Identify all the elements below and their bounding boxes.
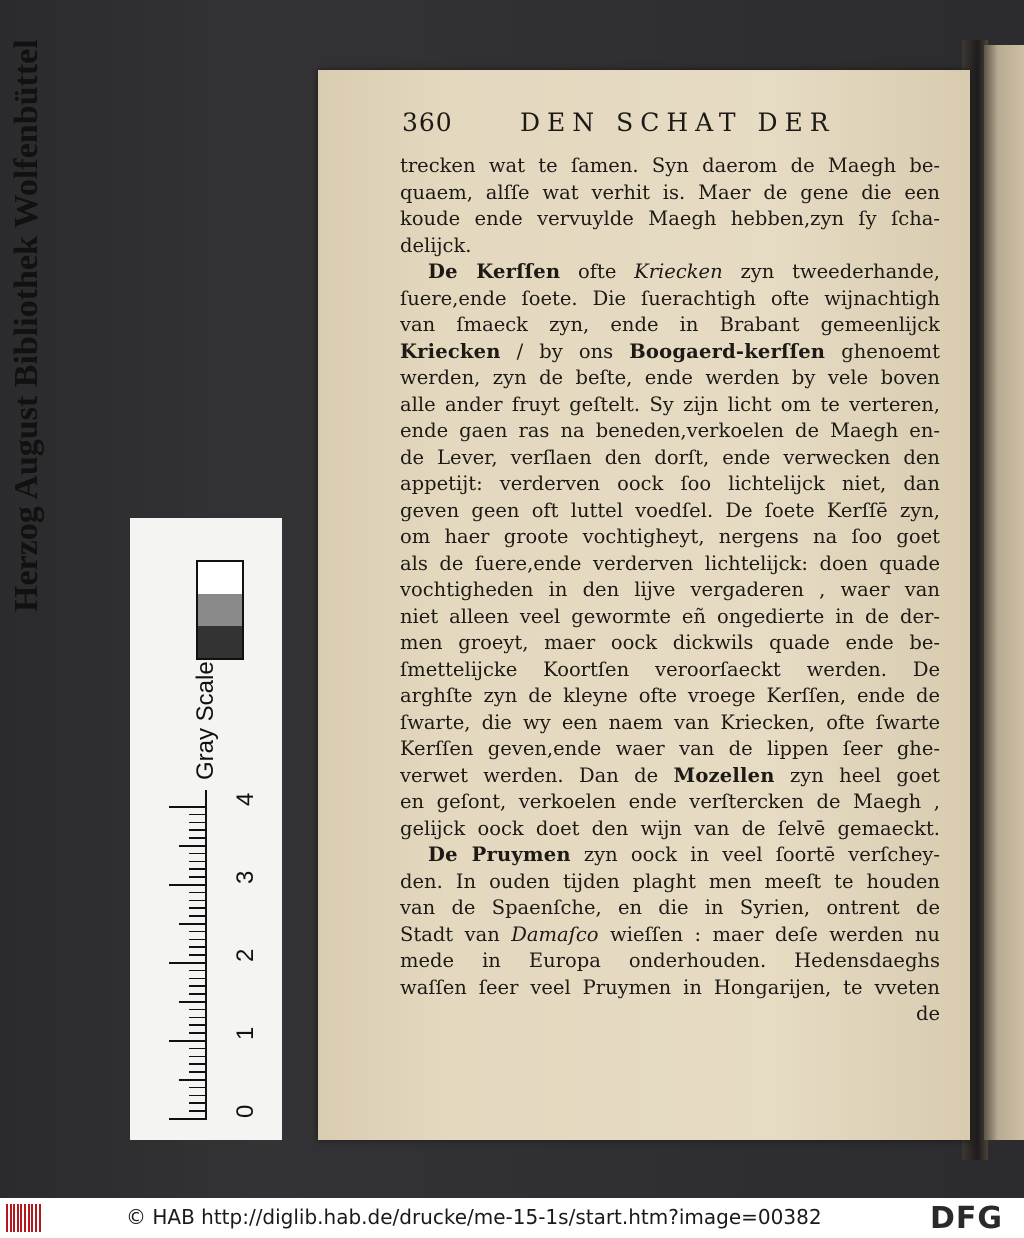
ruler-tick (189, 876, 205, 878)
text-line: ſwarte, die wy een naem van Kriecken, ofte ſwarte (400, 710, 940, 734)
ruler-tick (189, 1110, 205, 1112)
ruler-number: 2 (232, 948, 259, 962)
ruler-number: 0 (232, 1104, 259, 1118)
blackletter-term: Kriecken (400, 339, 501, 363)
ruler-tick (189, 1024, 205, 1026)
logo-bar (13, 1204, 15, 1232)
logo-bar (24, 1204, 26, 1232)
text-line: quaem, alſſe wat verhit is. Maer de gene die een (400, 180, 940, 204)
text-line: alle ander fruyt geſtelt. Sy zijn licht om te verteren, (400, 392, 940, 416)
ruler-tick (189, 954, 205, 956)
gray-swatches (196, 560, 244, 660)
page-text (400, 153, 940, 1028)
ruler-tick (169, 962, 205, 964)
logo-bar (39, 1204, 41, 1232)
text-line: delijck. (400, 233, 472, 257)
text-line: vochtigheden in den lijve vergaderen , waer van (400, 578, 940, 601)
ruler-tick (189, 814, 205, 816)
ruler-tick (169, 884, 205, 886)
ruler-tick (189, 861, 205, 863)
ruler-tick (189, 868, 205, 870)
ruler-tick (189, 1032, 205, 1034)
text-line: als de ſuere,ende verderven lichtelijck: doen quade (400, 551, 940, 575)
ruler-tick (169, 1118, 205, 1120)
page-number: 360 (402, 108, 453, 137)
text-line: ſuere,ende ſoete. Die ſuerachtigh ofte wijnachtigh (400, 286, 940, 310)
ruler-number: 1 (232, 1026, 259, 1040)
ruler-tick (189, 1048, 205, 1050)
text-line: Stadt van Damaſco wieſſen : maer deſe werden nu (400, 922, 940, 946)
italic-term: Damaſco (511, 922, 599, 946)
text-line: niet alleen veel gewormte eñ ongedierte in de der- (400, 604, 940, 628)
ruler-tick (189, 1017, 205, 1019)
text-line: en geſont, verkoelen ende verſtercken de Maegh , (400, 790, 940, 813)
ruler-tick (179, 845, 205, 847)
text-line: van de Spaenſche, en die in Syrien, ontrent de (400, 896, 940, 919)
text-line: koude ende vervuylde Maegh hebben,zyn ſy ſcha- (400, 207, 940, 230)
text-line: gelijck oock doet den wijn van de ſelvē gemaeckt. (400, 816, 940, 840)
text-line: ſmettelijcke Koortſen veroorſaeckt werden. De (400, 657, 940, 681)
ruler-baseline (205, 790, 207, 1120)
text-line: appetijt: verderven oock ſoo lichtelijck niet, dan (400, 472, 940, 495)
text-line: mede in Europa onderhouden. Hedensdaeghs (400, 949, 940, 972)
text-line: de Lever, verſlaen den dorſt, ende verwecken den (400, 445, 940, 469)
ruler-tick (189, 978, 205, 980)
blackletter-term: Boogaerd-kerſſen (629, 339, 826, 363)
text-line: Kerſſen geven,ende waer van de lippen ſeer ghe- (400, 737, 940, 760)
ruler-tick (189, 993, 205, 995)
ruler-tick (189, 837, 205, 839)
ruler-tick (189, 939, 205, 941)
logo-bar (6, 1204, 8, 1232)
ruler-tick (189, 1102, 205, 1104)
ruler-number: 4 (232, 792, 259, 806)
logo-bar (10, 1204, 12, 1232)
logo-bar (31, 1204, 33, 1232)
ruler-tick (169, 1040, 205, 1042)
ruler-tick (189, 985, 205, 987)
ruler-tick (189, 1056, 205, 1058)
text-line: waſſen ſeer veel Pruymen in Hongarijen, te vveten (400, 975, 940, 999)
text-line: ende gaen ras na beneden,verkoelen de Maegh en- (400, 419, 940, 442)
text-line: den. In ouden tijden plaght men meeſt te houden (400, 869, 940, 893)
text-line: Kriecken / by ons Boogaerd-kerſſen ghenoemt (400, 339, 940, 363)
text-line: men groeyt, maer oock dickwils quade ende be- (400, 631, 940, 654)
ruler-tick (189, 829, 205, 831)
adjacent-page-edge (984, 45, 1024, 1140)
italic-term: Kriecken (634, 260, 723, 283)
ruler-tick (189, 853, 205, 855)
blackletter-term: De Kerſſen (428, 260, 561, 283)
text-line: verwet werden. Dan de Mozellen zyn heel goet (400, 763, 940, 787)
text-line: arghſte zyn de kleyne ofte vroege Kerſſen, ende de (400, 684, 940, 707)
text-line: om haer groote vochtigheyt, nergens na ſoo goet (400, 525, 940, 548)
dfg-logo: DFG (930, 1201, 1004, 1236)
blackletter-term: De Pruymen (428, 843, 571, 866)
running-head-title: DEN SCHAT DER (520, 108, 836, 137)
ruler-tick (189, 970, 205, 972)
logo-bar (17, 1204, 19, 1232)
citation-link[interactable]: © HAB http://diglib.hab.de/drucke/me-15-1s/start.htm?image=00382 (126, 1205, 822, 1229)
ruler-tick (189, 915, 205, 917)
ruler-tick (189, 822, 205, 824)
text-line: De Kerſſen ofte Kriecken zyn tweederhande, (428, 260, 940, 283)
ruler-tick (169, 806, 205, 808)
text-line: werden, zyn de beſte, ende werden by vele boven (400, 366, 940, 389)
gray-scale-label: Gray Scale (192, 661, 219, 780)
running-head (402, 108, 942, 148)
ruler-tick (179, 1079, 205, 1081)
text-line: trecken wat te ſamen. Syn daerom de Maegh be- (400, 154, 940, 177)
logo-bar (35, 1204, 37, 1232)
ruler-tick (179, 1001, 205, 1003)
text-line: geven geen oft luttel voedſel. De ſoete Kerſſē zyn, (400, 498, 940, 522)
catchword: de (915, 1002, 940, 1025)
library-name: Herzog August Bibliothek Wolfenbüttel (8, 39, 45, 612)
blackletter-term: Mozellen (673, 763, 775, 787)
ruler-tick (189, 907, 205, 909)
swatch-white (198, 562, 242, 594)
ruler-tick (189, 1009, 205, 1011)
ruler-tick (189, 1087, 205, 1089)
ruler-tick (189, 1063, 205, 1065)
logo-bar (28, 1204, 30, 1232)
ruler-tick (189, 1071, 205, 1073)
viewer-footer (0, 1198, 1024, 1238)
ruler-tick (189, 946, 205, 948)
ruler-tick (179, 923, 205, 925)
ruler-tick (189, 892, 205, 894)
ruler-tick (189, 931, 205, 933)
text-line: De Pruymen zyn oock in veel ſoortē verſchey- (428, 843, 940, 866)
swatch-mid-gray (198, 594, 242, 626)
logo-bar (20, 1204, 22, 1232)
hab-barcode-logo-icon (6, 1204, 42, 1232)
ruler-number: 3 (232, 870, 259, 884)
text-line: van ſmaeck zyn, ende in Brabant gemeenlijck (400, 313, 940, 336)
ruler-tick (189, 900, 205, 902)
ruler-tick (189, 1095, 205, 1097)
